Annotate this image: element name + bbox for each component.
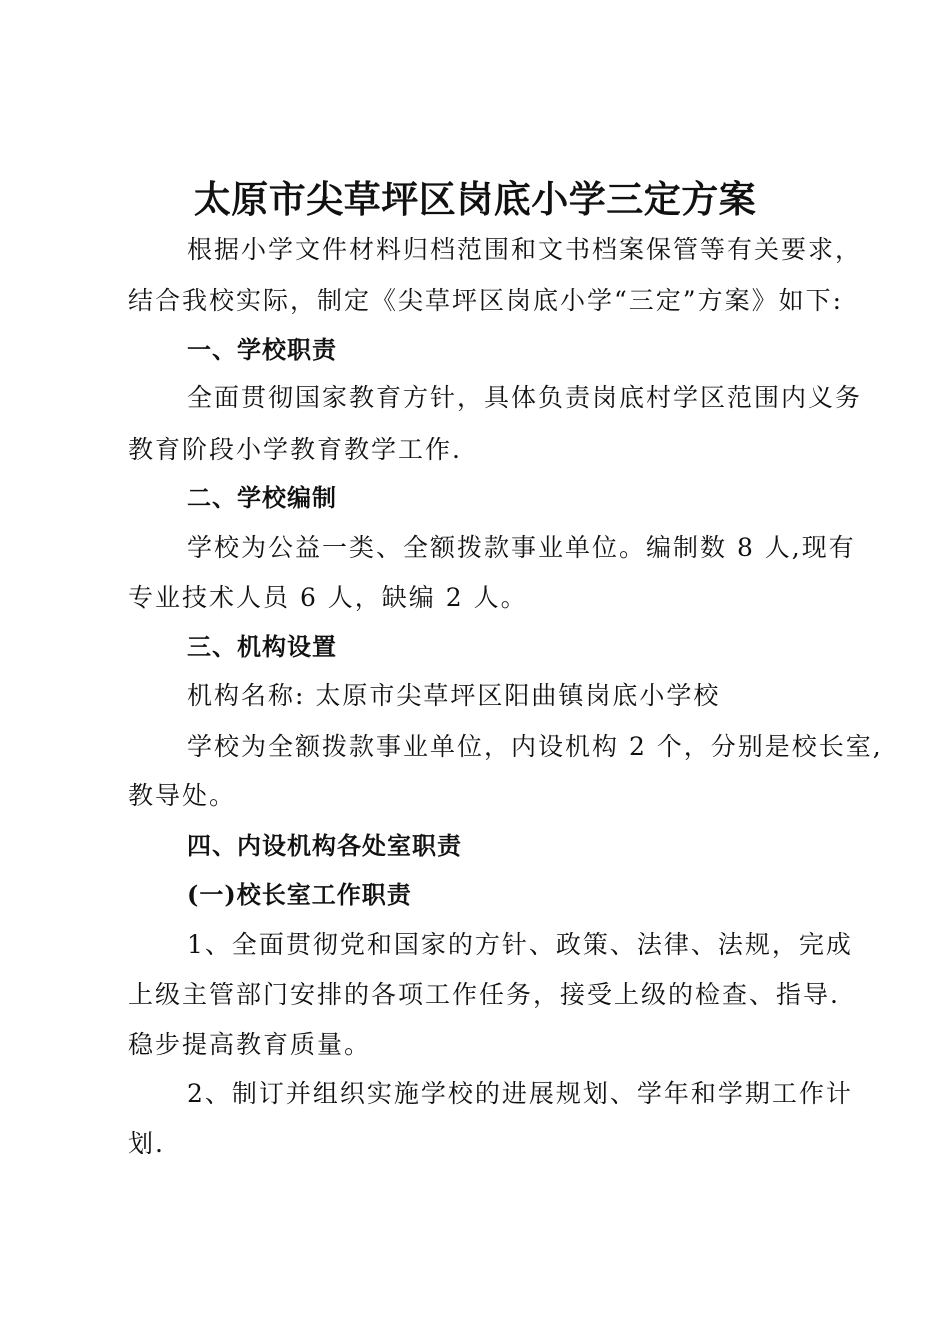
paragraph-line: 2、制订并组织实施学校的进展规划、学年和学期工作计 — [187, 1079, 853, 1108]
paragraph-line: 全面贯彻国家教育方针，具体负责岗底村学区范围内义务 — [187, 383, 863, 412]
section-heading-office-duties: 四、内设机构各处室职责 — [187, 832, 462, 860]
paragraph-line: 结合我校实际，制定《尖草坪区岗底小学“三定”方案》如下: — [128, 286, 843, 315]
paragraph-line: 教导处。 — [128, 781, 237, 810]
paragraph-line: 上级主管部门安排的各项工作任务，接受上级的检查、指导. — [128, 980, 840, 1009]
paragraph-line: 专业技术人员 6 人，缺编 2 人。 — [128, 583, 528, 612]
section-heading-school-duties: 一、学校职责 — [187, 336, 337, 364]
paragraph-line: 教育阶段小学教育教学工作. — [128, 435, 462, 464]
paragraph-line: 划. — [128, 1129, 165, 1158]
paragraph-line: 机构名称: 太原市尖草坪区阳曲镇岗底小学校 — [187, 681, 721, 710]
paragraph-line: 学校为全额拨款事业单位，内设机构 2 个，分别是校长室, — [187, 732, 883, 761]
paragraph-line: 1、全面贯彻党和国家的方针、政策、法律、法规，完成 — [187, 930, 853, 959]
paragraph-line: 根据小学文件材料归档范围和文书档案保管等有关要求， — [187, 235, 863, 264]
section-heading-staffing: 二、学校编制 — [187, 484, 337, 512]
document-title: 太原市尖草坪区岗底小学三定方案 — [193, 177, 757, 221]
paragraph-line: 学校为公益一类、全额拨款事业单位。编制数 8 人,现有 — [187, 533, 856, 562]
paragraph-line: 稳步提高教育质量。 — [128, 1030, 372, 1059]
sub-heading-principal-office: (一)校长室工作职责 — [187, 880, 412, 909]
section-heading-organization: 三、机构设置 — [187, 633, 337, 661]
